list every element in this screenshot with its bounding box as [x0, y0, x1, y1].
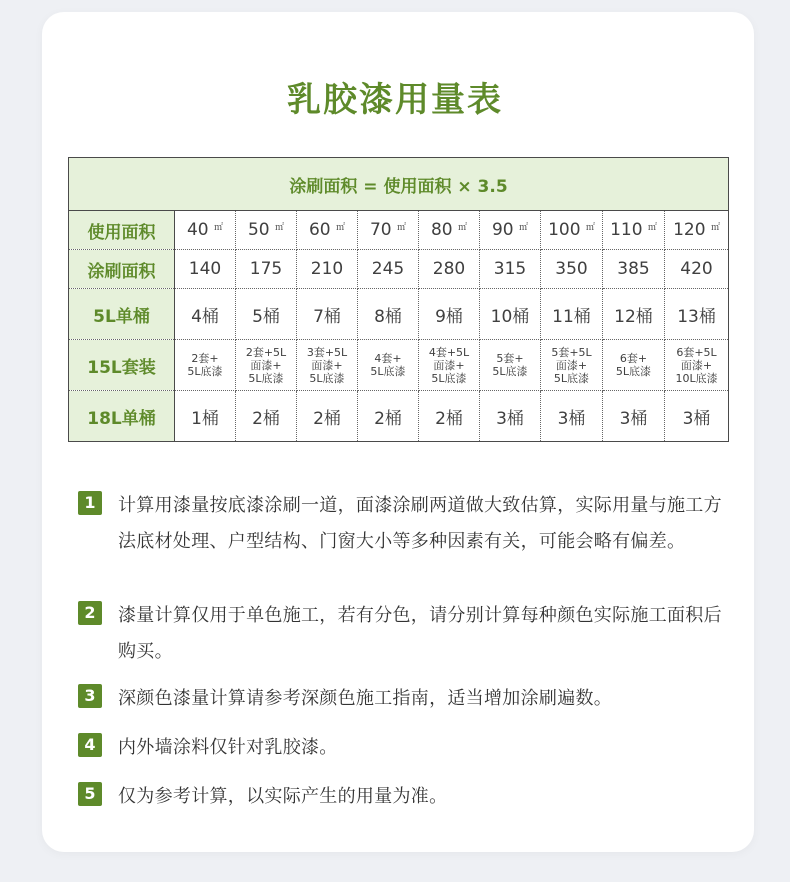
- table-cell: 6套+ 5L底漆: [603, 340, 665, 391]
- table-cell: 3桶: [541, 391, 603, 442]
- table-cell: 2桶: [358, 391, 419, 442]
- table-cell: 210: [297, 250, 358, 289]
- table-row: [69, 250, 729, 289]
- note-number-badge: 2: [78, 601, 102, 625]
- table-cell: 80 ㎡: [419, 211, 480, 250]
- table-cell: 6套+5L 面漆+ 10L底漆: [665, 340, 729, 391]
- table-cell: 7桶: [297, 289, 358, 340]
- note-text: 仅为参考计算，以实际产生的用量为准。: [118, 786, 448, 807]
- note-number-badge: 3: [78, 684, 102, 708]
- note-text: 内外墙涂料仅针对乳胶漆。: [118, 737, 338, 758]
- table-cell: 40 ㎡: [175, 211, 236, 250]
- table-row: [69, 211, 729, 250]
- table-cell: 2桶: [297, 391, 358, 442]
- table-cell: 2套+5L 面漆+ 5L底漆: [236, 340, 297, 391]
- table-cell: 2套+ 5L底漆: [175, 340, 236, 391]
- table-cell: 10桶: [480, 289, 541, 340]
- table-cell: 70 ㎡: [358, 211, 419, 250]
- table-cell: 3桶: [480, 391, 541, 442]
- table-cell: 13桶: [665, 289, 729, 340]
- table-cell: 245: [358, 250, 419, 289]
- table-cell: 3桶: [682, 408, 711, 429]
- table-cell: 315: [480, 250, 541, 289]
- table-cell: 175: [236, 250, 297, 289]
- table-cell: 5桶: [236, 289, 297, 340]
- table-cell: 385: [603, 250, 665, 289]
- table-cell: 350: [541, 250, 603, 289]
- note-text: 深颜色漆量计算请参考深颜色施工指南，适当增加涂刷遍数。: [118, 688, 613, 709]
- table-cell: 8桶: [358, 289, 419, 340]
- table-cell: 4套+5L 面漆+ 5L底漆: [419, 340, 480, 391]
- table-cell: 2桶: [236, 391, 297, 442]
- page-title: 乳胶漆用量表: [287, 80, 503, 120]
- table-cell: 11桶: [541, 289, 603, 340]
- table-cell: 1桶: [175, 391, 236, 442]
- table-cell: 3套+5L 面漆+ 5L底漆: [297, 340, 358, 391]
- table-cell: 110 ㎡: [603, 211, 665, 250]
- row-label: 涂刷面积: [69, 250, 175, 289]
- table-cell: 140: [175, 250, 236, 289]
- table-cell: 3桶: [603, 391, 665, 442]
- table-cell: 60 ㎡: [297, 211, 358, 250]
- note-number-badge: 4: [78, 733, 102, 757]
- row-label: 使用面积: [69, 211, 175, 250]
- usage-table: [68, 157, 729, 442]
- table-cell: 4套+ 5L底漆: [358, 340, 419, 391]
- row-label: 18L单桶: [69, 391, 175, 442]
- formula-header: 涂刷面积 = 使用面积 × 3.5: [69, 158, 729, 211]
- table-cell: 5套+5L 面漆+ 5L底漆: [541, 340, 603, 391]
- row-label: 5L单桶: [69, 289, 175, 340]
- table-cell: 5套+ 5L底漆: [480, 340, 541, 391]
- note-text: 计算用漆量按底漆涂刷一道，面漆涂刷两道做大致估算，实际用量与施工方法底材处理、户型结构、门窗大小等多种因素有关，可能会略有偏差。: [118, 495, 722, 552]
- table-row: [69, 391, 729, 442]
- table-cell: 50 ㎡: [236, 211, 297, 250]
- table-cell: 280: [419, 250, 480, 289]
- note-number-badge: 5: [78, 782, 102, 806]
- note-number-badge: 1: [78, 491, 102, 515]
- table-cell: 90 ㎡: [480, 211, 541, 250]
- table-cell: 9桶: [419, 289, 480, 340]
- table-row: [69, 340, 729, 391]
- table-row: [69, 289, 729, 340]
- table-cell: 4桶: [175, 289, 236, 340]
- table-cell: 12桶: [603, 289, 665, 340]
- table-cell: 420: [665, 250, 729, 289]
- table-cell: 100 ㎡: [541, 211, 603, 250]
- row-label: 15L套装: [69, 340, 175, 391]
- table-cell: 2桶: [419, 391, 480, 442]
- table-cell: 120 ㎡: [665, 211, 729, 250]
- note-text: 漆量计算仅用于单色施工，若有分色，请分别计算每种颜色实际施工面积后购买。: [118, 605, 722, 662]
